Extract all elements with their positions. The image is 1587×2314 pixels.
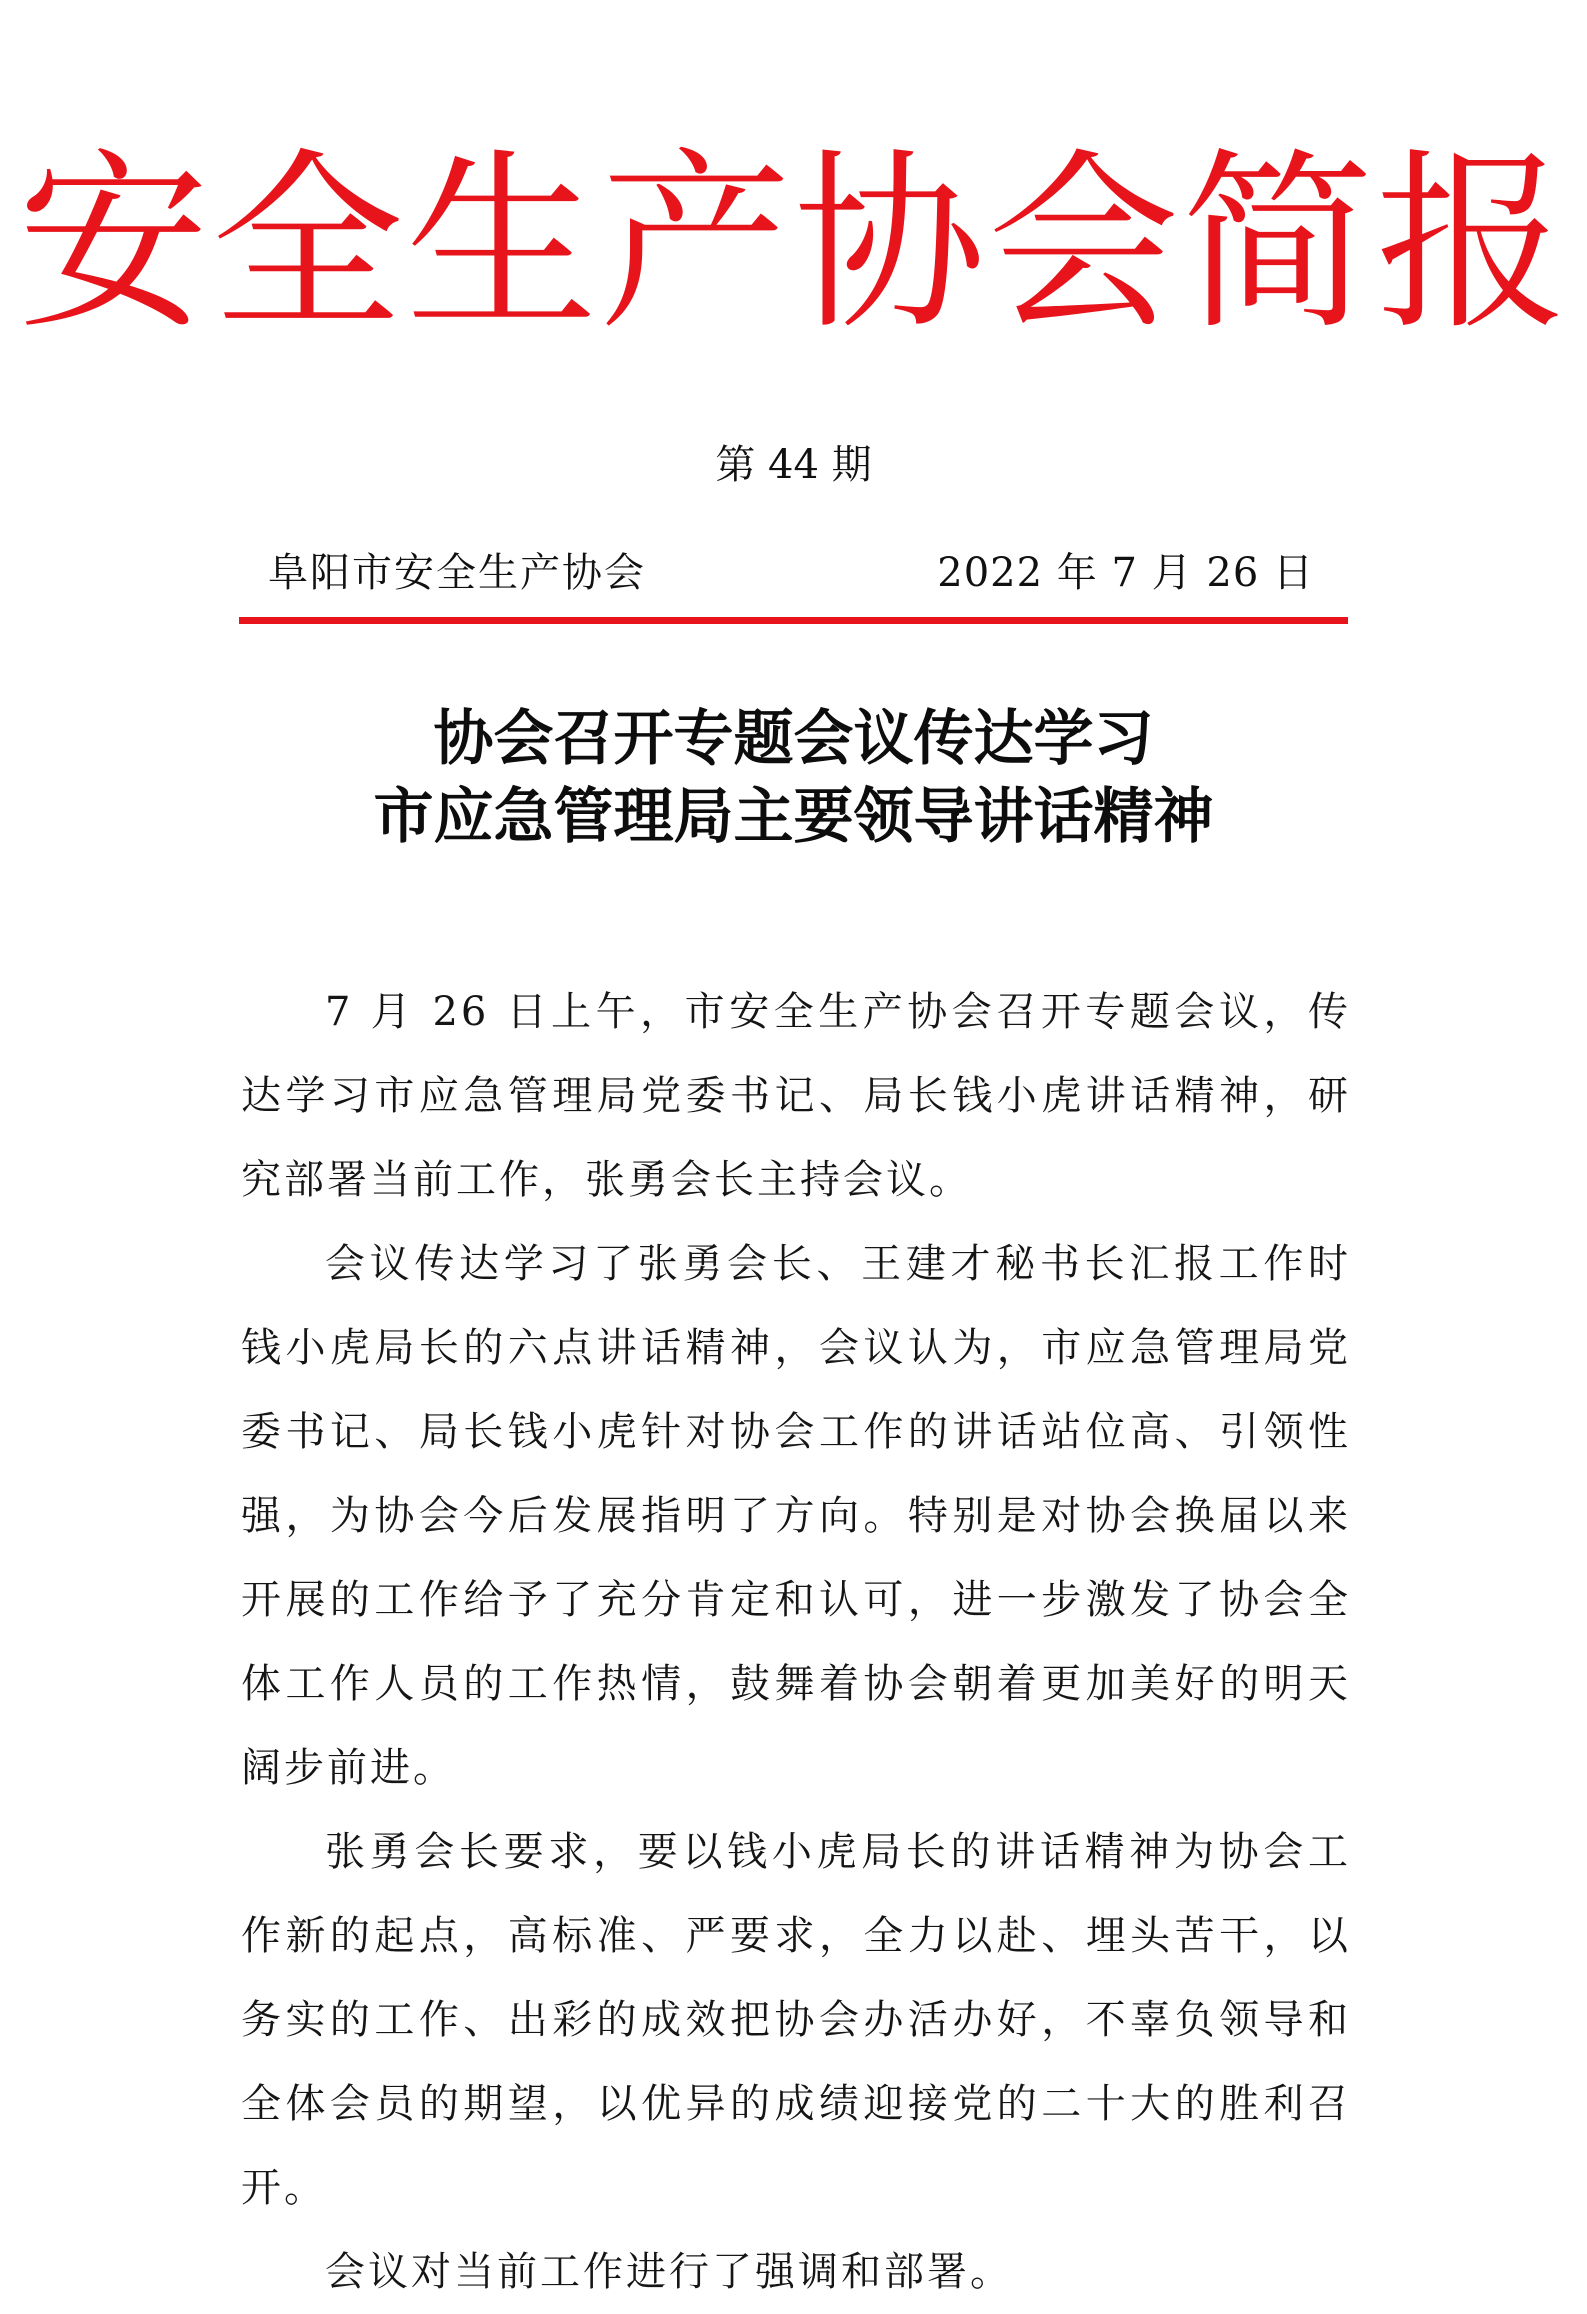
- article-title: [0, 700, 1587, 856]
- publication-date: 2022 年 7 月 26 日: [937, 550, 1314, 596]
- publication-meta: [268, 545, 1314, 601]
- body-paragraph-2: 会议传达学习了张勇会长、王建才秘书长汇报工作时钱小虎局长的六点讲话精神，会议认为，市应急管理局党委书记、局长钱小虎针对协会工作的讲话站位高、引领性强，为协会今后发展指明了方向。特别是对协会换届以来开展的工作给予了充分肯定和认可，进一步激发了协会全体工作人员的工作热情，鼓舞着协会朝着更加美好的明天阔步前进。: [241, 1241, 1351, 1791]
- article-body: [241, 970, 1351, 2314]
- article-title-line-1: 协会召开专题会议传达学习: [433, 704, 1154, 774]
- masthead-title: 安全生产协会简报: [17, 133, 1570, 356]
- red-divider: [239, 617, 1348, 624]
- publisher-name: 阜阳市安全生产协会: [268, 550, 646, 596]
- body-paragraph-1: 7 月 26 日上午，市安全生产协会召开专题会议，传达学习市应急管理局党委书记、局长钱小虎讲话精神，研究部署当前工作，张勇会长主持会议。: [241, 989, 1351, 1203]
- issue-number: 第 44 期: [715, 442, 872, 488]
- body-paragraph-4: 会议对当前工作进行了强调和部署。: [325, 2249, 1013, 2295]
- article-title-line-2: 市应急管理局主要领导讲话精神: [373, 782, 1214, 852]
- body-paragraph-3: 张勇会长要求，要以钱小虎局长的讲话精神为协会工作新的起点，高标准、严要求，全力以赴、埋头苦干，以务实的工作、出彩的成效把协会办活办好，不辜负领导和全体会员的期望，以优异的成绩迎接党的二十大的胜利召开。: [241, 1829, 1351, 2211]
